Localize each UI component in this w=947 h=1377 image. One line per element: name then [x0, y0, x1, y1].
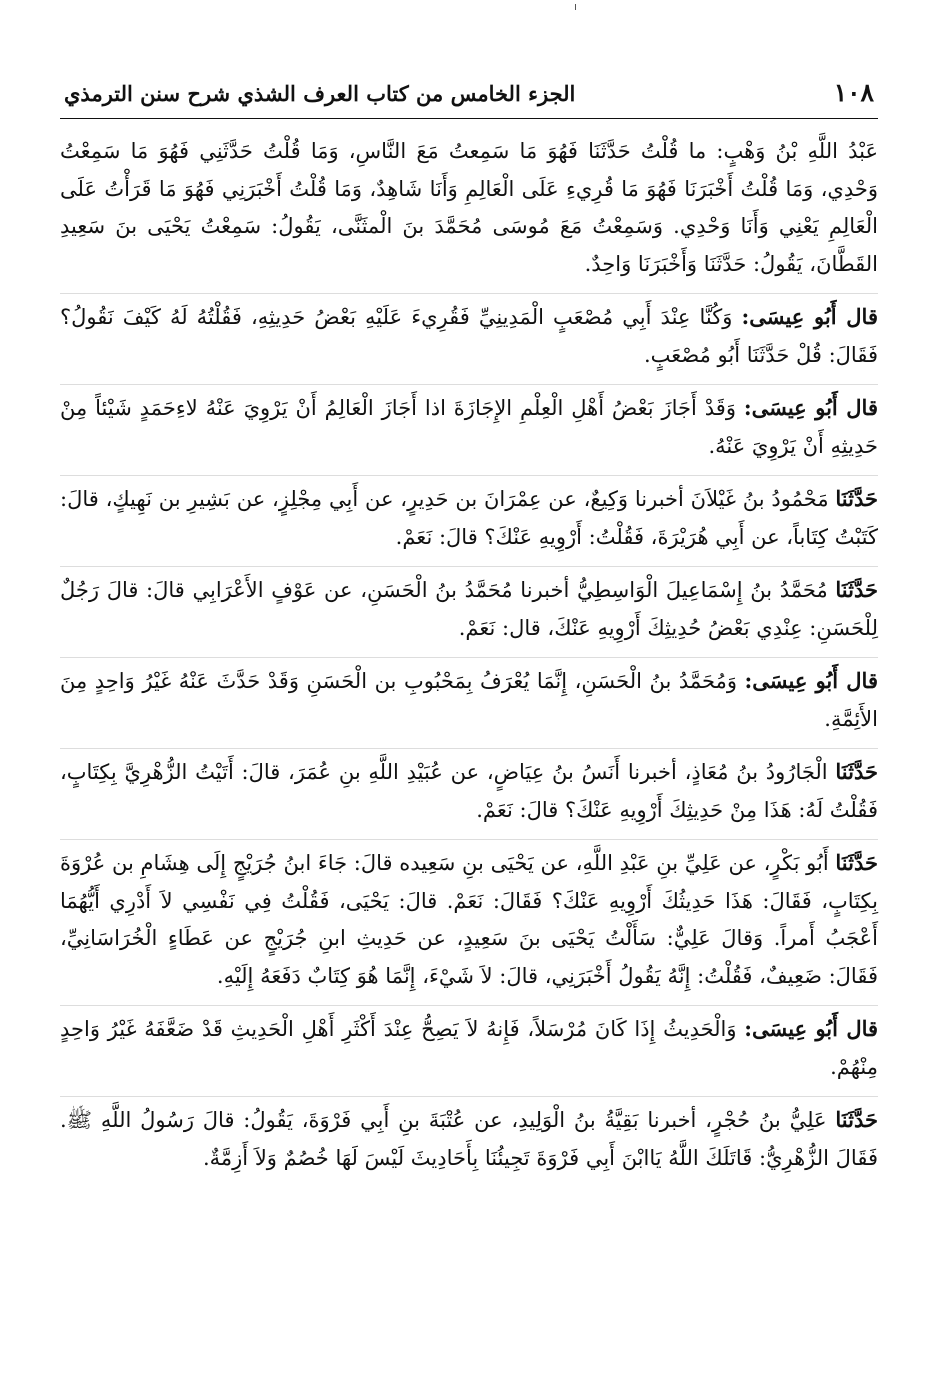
page-body [60, 133, 878, 1177]
paragraph-text: أَبُو بَكْرٍ، عن عَلِيِّ بنِ عَبْدِ اللَّهِ، عن يَحْيَى بنِ سَعِيده قالَ: جَاءَ ابنُ جُرَيْجٍ إِلَى هِشَامِ بن عُرْوَةَ بِكِتَابٍ، فَقَالَ: هَذَا حَدِيثُكَ أَرْوِيهِ عَنْكَ؟ فَقَالَ: نَعَمْ. قالَ: يَحْيَى، فَقُلْتُ فِي نَفْسِي لاَ أَدْرِي أَيُّهُمَا أَعْجَبُ أَمراً. وَقالَ عَلِيٌّ: سَأَلْتُ يَحْيَى بنَ سَعِيدٍ، عن حَدِيثِ ابنِ جُرَيْجٍ عن عَطَاءٍ الْخُرَاسَانِيِّ، فَقَالَ: ضَعِيفٌ، فَقُلْتُ: إِنَّهُ يَقُولُ أَخْبَرَنِي، قالَ: لاَ شَيْءَ، إِنَّمَا هُوَ كِتَابٌ دَفَعَهُ إِلَيْهِ. [60, 851, 878, 988]
paragraph-text: عَلِيُّ بنُ حُجْرٍ، أخبرنا بَقِيَّةُ بنُ الْوَلِيدِ، عن عُتْبَةَ بنِ أَبِي فَرْوَةَ، يَقُولُ: قالَ رَسُولُ اللَّهِ ﷺ. فَقَالَ الزُّهْرِيُّ: قَاتَلَكَ اللَّهُ يَاابْنَ أَبِي فَرْوَةَ تَجِيئُنَا بِأَحَادِيثَ لَيْسَ لَهَا خُصُمٌ وَلاَ أَزِمَّةٌ. [60, 1108, 878, 1170]
paragraph-text: وَقَدْ أَجَازَ بَعْضُ أَهْلِ الْعِلْمِ الإِجَازَةَ اذا أَجَازَ الْعَالِمُ أَنْ يَرْوِيَ عَنْهُ لاءِحَمَدٍ شَيْئاً مِنْ حَدِيثِهِ أَنْ يَرْوِيَ عَنْهُ. [60, 396, 878, 458]
paragraph-4 [60, 475, 878, 556]
paragraph-lead: قال أَبُو عِيسَى: [744, 1016, 879, 1041]
paragraph-text: عَبْدُ اللَّهِ بْنُ وَهْبٍ: ما قُلْتُ حَدَّثَنَا فَهُوَ مَا سَمِعتُ مَعَ النَّاسِ، وَمَا قُلْتُ حَدَّثَنِي فَهُوَ مَا سَمِعْتُ وَحْدِي، وَمَا قُلْتُ أَخْبَرَنَا فَهُوَ مَا قُرِيءِ عَلَى الْعَالِمِ وَأَنَا شَاهِدٌ، وَمَا قُلْتُ أَخْبَرَنِي فَهُوَ مَا قَرَأْتُ عَلَى الْعَالِمِ يَعْنِي وَأَنَا وَحْدِي. وَسَمِعْتُ مَعَ مُوسَى مُحَمَّدَ بنَ الْمثَنَّى، يَقُولُ: سَمِعْتُ يَحْيَى بنَ سَعِيدِ القَطَّانَ، يَقُولُ: حَدَّثَنَا وَأَخْبَرَنَا وَاحِدٌ. [60, 139, 878, 276]
paragraph-9 [60, 1005, 878, 1086]
paragraph-2 [60, 293, 878, 374]
paragraph-lead: حَدَّثَنَا [835, 850, 878, 875]
paragraph-8 [60, 839, 878, 995]
paragraph-text: مَحْمُودُ بنُ غَيْلاَنَ أخبرنا وَكِيعٌ، عن عِمْرَانَ بن حَدِيرٍ، عن أَبِي مِجْلِزٍ، عن بَشِيرِ بن نَهِيكٍ، قالَ: كَتَبْتُ كِتَاباً، عن أَبِي هُرَيْرَةَ، فَقُلْتُ: أَرْوِيهِ عَنْكَ؟ قالَ: نَعَمْ. [60, 487, 878, 549]
paragraph-lead: حَدَّثَنَا [835, 486, 878, 511]
page-number: ١٠٨ [833, 78, 874, 107]
paragraph-lead: حَدَّثَنَا [835, 759, 878, 784]
running-title: الجزء الخامس من كتاب العرف الشذي شرح سنن الترمذي [64, 81, 576, 106]
paragraph-lead: قال أَبُو عِيسَى: [744, 668, 878, 693]
paragraph-lead: حَدَّثَنَا [835, 1107, 878, 1132]
paragraph-text: وَالْحَدِيثُ إِذَا كَانَ مُرْسَلاً، فَإِنهُ لاَ يَصِحُّ عِنْدَ أَكْثَرِ أَهْلِ الْحَدِيثِ قَدْ ضَعَّفَهُ غَيْرُ وَاحِدٍ مِنْهُمْ. [60, 1017, 878, 1079]
paragraph-text: وَمُحَمَّدُ بنُ الْحَسَنِ، إِنَّمَا يُعْرَفُ بِمَحْبُوبِ بن الْحَسَنِ وَقَدْ حَدَّثَ عَنْهُ غَيْرُ وَاحِدٍ مِنَ الأَئِمَّةِ. [60, 669, 878, 731]
stray-mark [575, 4, 576, 10]
paragraph-text: الْجَارُودُ بنُ مُعَاذٍ، أخبرنا أَنَسُ بنُ عِيَاضٍ، عن عُبَيْدِ اللَّهِ بنِ عُمَرَ، قالَ: أَتَيْتُ الزُّهْرِيَّ بِكِتَابٍ، فَقُلْتُ لَهُ: هَذَا مِنْ حَدِيثِكَ أَرْوِيهِ عَنْكَ؟ قالَ: نَعَمْ. [60, 760, 878, 822]
paragraph-10 [60, 1096, 878, 1177]
page-header [60, 78, 878, 119]
paragraph-lead: قال أَبُو عِيسَى: [741, 304, 878, 329]
paragraph-6 [60, 657, 878, 738]
paragraph-5 [60, 566, 878, 647]
paragraph-text: مُحَمَّدُ بنُ إِسْمَاعِيلَ الْوَاسِطِيُّ أخبرنا مُحَمَّدُ بنُ الْحَسَنِ، عن عَوْفٍ الأَعْرَابِي قالَ: قالَ رَجُلٌ لِلْحَسَنِ: عِنْدِي بَعْضُ حُدِيثِكَ أَرْوِيهِ عَنْكَ، قال: نَعَمْ. [60, 578, 878, 640]
paragraph-text: وَكُنَّا عِنْدَ أَبِي مُصْعَبٍ الْمَدِينِيِّ فَقُرِيءَ عَلَيْهِ بَعْضُ حَدِيثِهِ، فَقُلْتُهُ لَهُ كَيْفَ نَقُولُ؟ فَقَالَ: قُلْ حَدَّثَنَا أَبُو مُصْعَبٍ. [60, 305, 878, 367]
paragraph-lead: حَدَّثَنَا [835, 577, 878, 602]
paragraph-7 [60, 748, 878, 829]
book-page [60, 78, 878, 1358]
paragraph-lead: قال أَبُو عِيسَى: [743, 395, 878, 420]
paragraph-3 [60, 384, 878, 465]
paragraph-1 [60, 133, 878, 283]
